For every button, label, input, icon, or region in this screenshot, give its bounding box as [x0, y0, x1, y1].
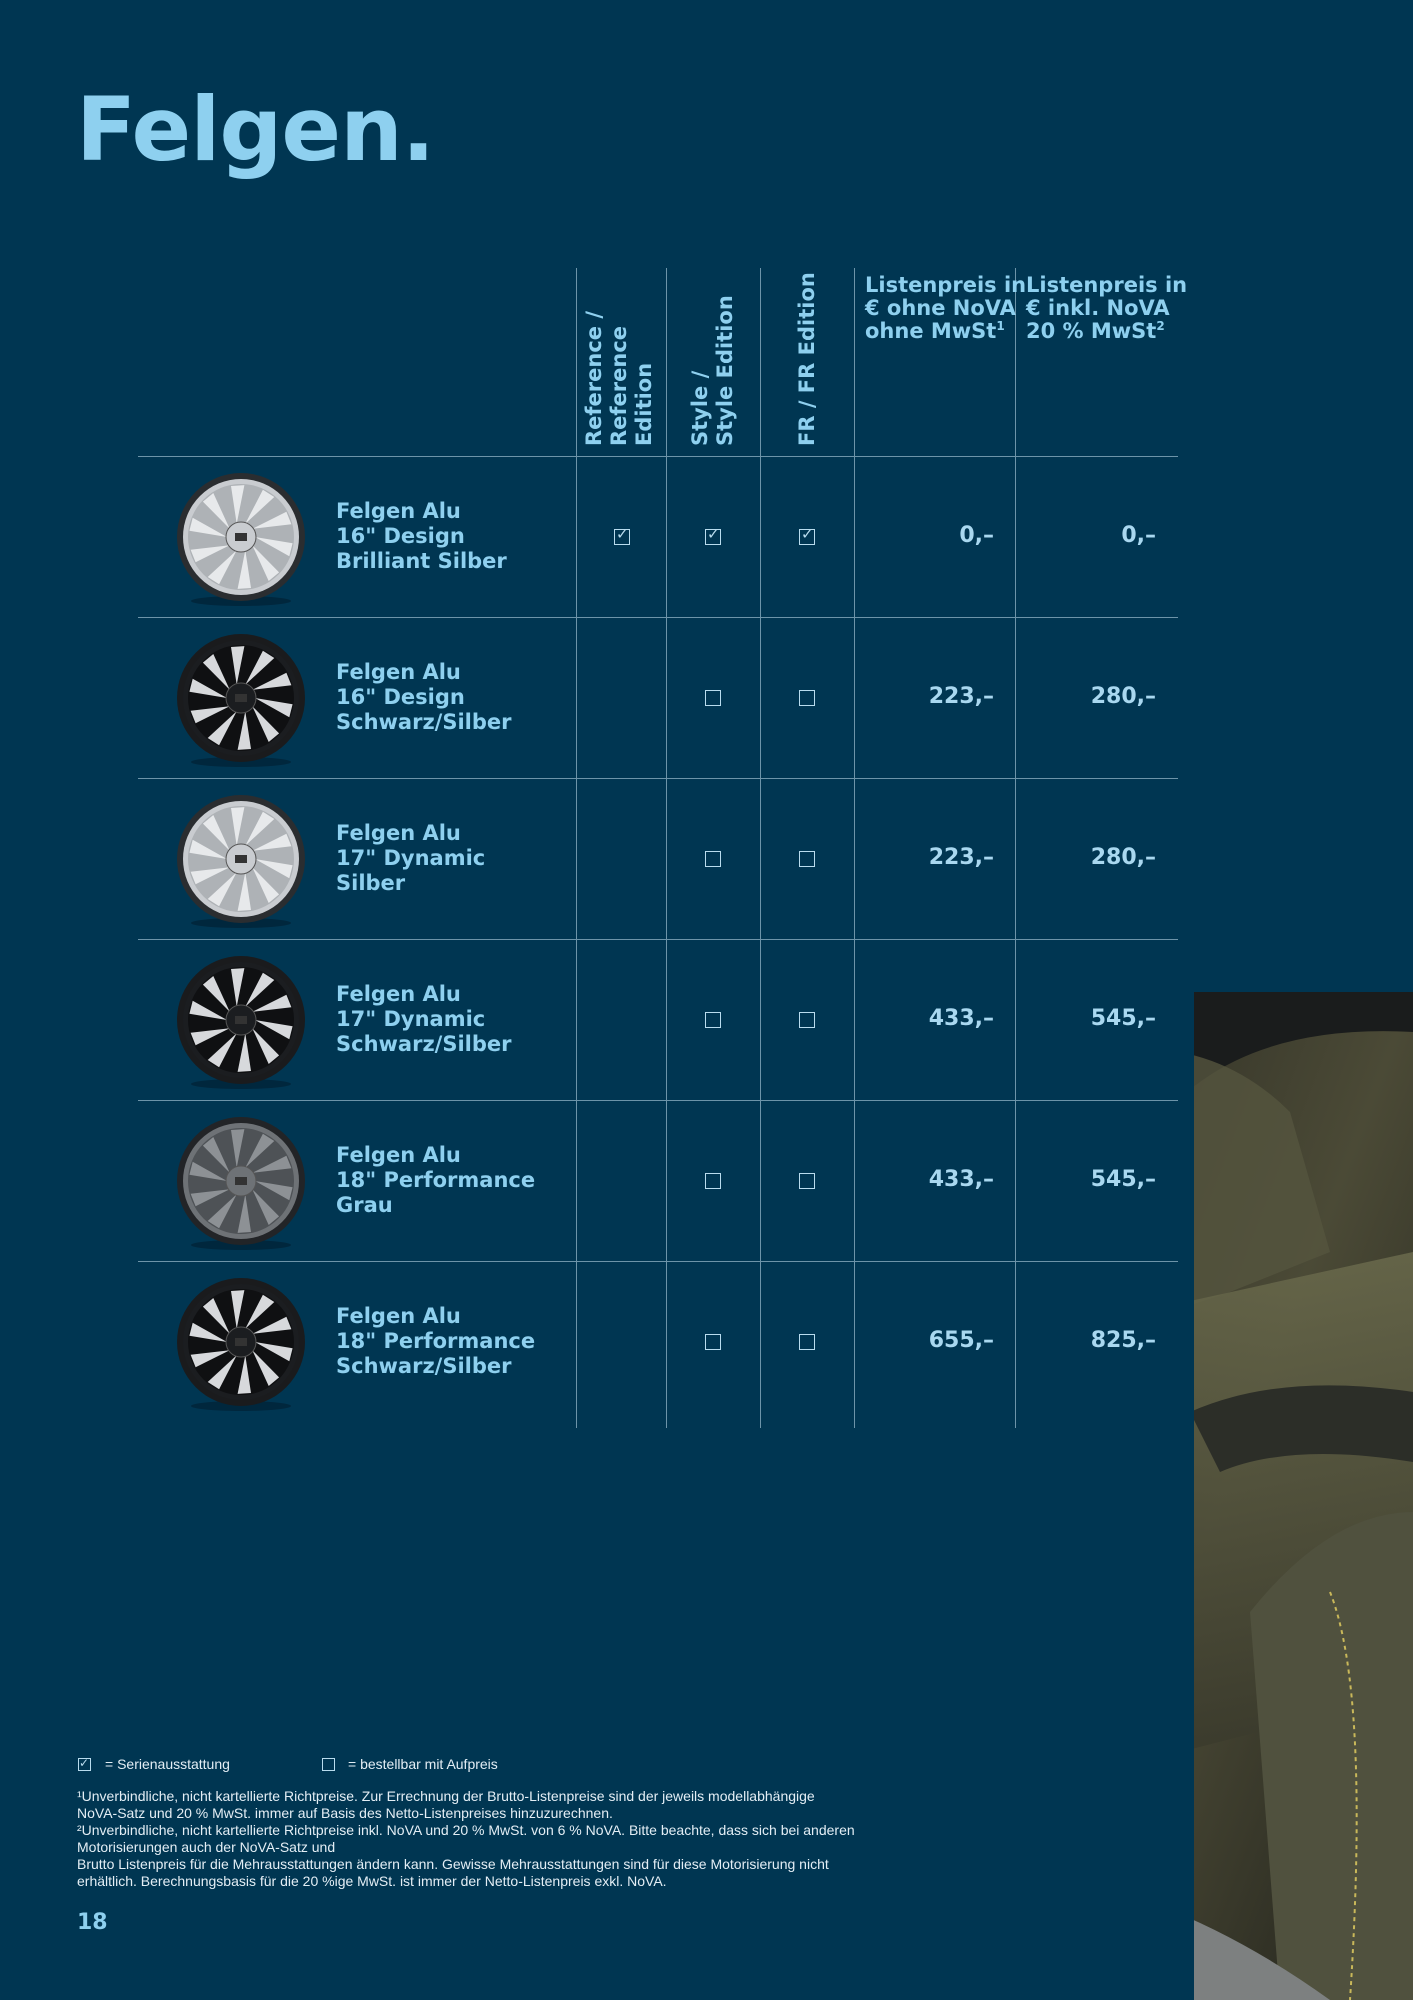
- table-row: [138, 1101, 1178, 1262]
- wheel-name: [336, 1304, 535, 1379]
- price-net: 433,–: [928, 1167, 994, 1192]
- wheel-name-line: 16" Design: [336, 685, 465, 709]
- wheel-name-line: 17" Dynamic: [336, 846, 486, 870]
- footnote-line: NoVA-Satz und 20 % MwSt. immer auf Basis des Netto-Listenpreises hinzuzurechnen.: [77, 1805, 613, 1821]
- table-row: [138, 457, 1178, 618]
- table-row: [138, 1262, 1178, 1423]
- header-price-gross-line: 20 % MwSt: [1026, 319, 1157, 343]
- wheel-silver-icon: [174, 789, 308, 929]
- footnotes: [77, 1788, 897, 1890]
- header-fr: FR / FR Edition: [795, 272, 819, 446]
- wheel-name-line: Silber: [336, 871, 406, 895]
- price-gross: 545,–: [1090, 1006, 1156, 1031]
- empty-box-icon: [705, 1173, 721, 1189]
- header-reference: Reference / Reference Edition: [582, 310, 656, 446]
- empty-box-icon: [799, 1173, 815, 1189]
- price-net: 223,–: [928, 845, 994, 870]
- header-price-gross: [1026, 274, 1187, 343]
- wheel-name-line: 18" Performance: [336, 1168, 536, 1192]
- wheel-black-silver-icon: [174, 1272, 308, 1412]
- price-gross: 280,–: [1090, 845, 1156, 870]
- checked-box-icon: ✓: [801, 525, 814, 543]
- wheel-name-line: Felgen Alu: [336, 660, 461, 684]
- price-net: 223,–: [928, 684, 994, 709]
- table-row: [138, 940, 1178, 1101]
- footnote-ref: 1: [996, 319, 1005, 333]
- footnote-line: erhältlich. Berechnungsbasis für die 20 %ige MwSt. ist immer der Netto-Listenpreis exkl. NoVA.: [77, 1873, 667, 1889]
- empty-box-icon: [799, 1012, 815, 1028]
- wheel-black-silver-icon: [174, 950, 308, 1090]
- wheel-name: [336, 821, 485, 896]
- empty-box-icon: [799, 1334, 815, 1350]
- header-price-gross-line: Listenpreis in: [1026, 273, 1188, 297]
- wheel-grey-icon: [174, 1111, 308, 1251]
- header-price-net-line: € ohne NoVA: [865, 296, 1016, 320]
- empty-box-icon: [799, 851, 815, 867]
- wheel-name-line: Schwarz/Silber: [336, 1354, 512, 1378]
- wheel-name: [336, 1143, 535, 1218]
- footnote-ref: 2: [1156, 319, 1165, 333]
- wheel-name-line: Felgen Alu: [336, 1304, 461, 1328]
- wheel-name-line: Grau: [336, 1193, 393, 1217]
- price-gross: 825,–: [1090, 1328, 1156, 1353]
- page-title: Felgen.: [76, 78, 435, 181]
- price-gross: 545,–: [1090, 1167, 1156, 1192]
- empty-box-icon: [705, 690, 721, 706]
- wheel-silver-icon: [174, 467, 308, 607]
- header-price-net: [865, 274, 1026, 343]
- header-price-gross-line: € inkl. NoVA: [1026, 296, 1170, 320]
- table-row: [138, 618, 1178, 779]
- empty-box-icon: [705, 1334, 721, 1350]
- wheel-name-line: Felgen Alu: [336, 982, 461, 1006]
- empty-box-icon: [705, 1012, 721, 1028]
- wheel-name: [336, 499, 507, 574]
- table-row: [138, 779, 1178, 940]
- price-net: 0,–: [959, 523, 994, 548]
- background-panel: [1030, 1480, 1194, 2000]
- header-price-net-line: ohne MwSt: [865, 319, 997, 343]
- price-net: 433,–: [928, 1006, 994, 1031]
- legend-optional-label: = bestellbar mit Aufpreis: [348, 1756, 498, 1772]
- wheel-name-line: Schwarz/Silber: [336, 1032, 512, 1056]
- wheel-name-line: Brilliant Silber: [336, 549, 507, 573]
- wheel-name-line: 17" Dynamic: [336, 1007, 486, 1031]
- header-price-net-line: Listenpreis in: [865, 273, 1027, 297]
- footnote-line: ¹Unverbindliche, nicht kartellierte Richtpreise. Zur Errechnung der Brutto-Listenpreise sind der jeweils modellabhängige: [77, 1788, 815, 1804]
- wheel-name-line: 18" Performance: [336, 1329, 536, 1353]
- footnote-line: Motorisierungen auch der NoVA-Satz und: [77, 1839, 336, 1855]
- wheel-name-line: 16" Design: [336, 524, 465, 548]
- wheel-black-silver-icon: [174, 628, 308, 768]
- legend-standard-label: = Serienausstattung: [105, 1756, 230, 1772]
- checked-box-icon: ✓: [79, 1756, 90, 1770]
- wheel-name-line: Felgen Alu: [336, 821, 461, 845]
- footnote-line: Brutto Listenpreis für die Mehrausstattungen ändern kann. Gewisse Mehrausstattungen sind für diese Motorisierung nicht: [77, 1856, 829, 1872]
- empty-box-icon: [322, 1758, 335, 1771]
- footnote-line: ²Unverbindliche, nicht kartellierte Richtpreise inkl. NoVA und 20 % MwSt. von 6 % NoVA. Bitte beachte, dass sich bei anderen: [77, 1822, 855, 1838]
- wheel-name-line: Schwarz/Silber: [336, 710, 512, 734]
- wheel-name-line: Felgen Alu: [336, 1143, 461, 1167]
- wheel-name: [336, 660, 512, 735]
- wheel-name: [336, 982, 512, 1057]
- empty-box-icon: [799, 690, 815, 706]
- price-gross: 280,–: [1090, 684, 1156, 709]
- price-gross: 0,–: [1121, 523, 1156, 548]
- wheel-name-line: Felgen Alu: [336, 499, 461, 523]
- header-style: Style / Style Edition: [688, 295, 737, 446]
- page-number: 18: [77, 1910, 108, 1935]
- price-net: 655,–: [928, 1328, 994, 1353]
- empty-box-icon: [705, 851, 721, 867]
- checked-box-icon: ✓: [707, 525, 720, 543]
- checked-box-icon: ✓: [616, 525, 629, 543]
